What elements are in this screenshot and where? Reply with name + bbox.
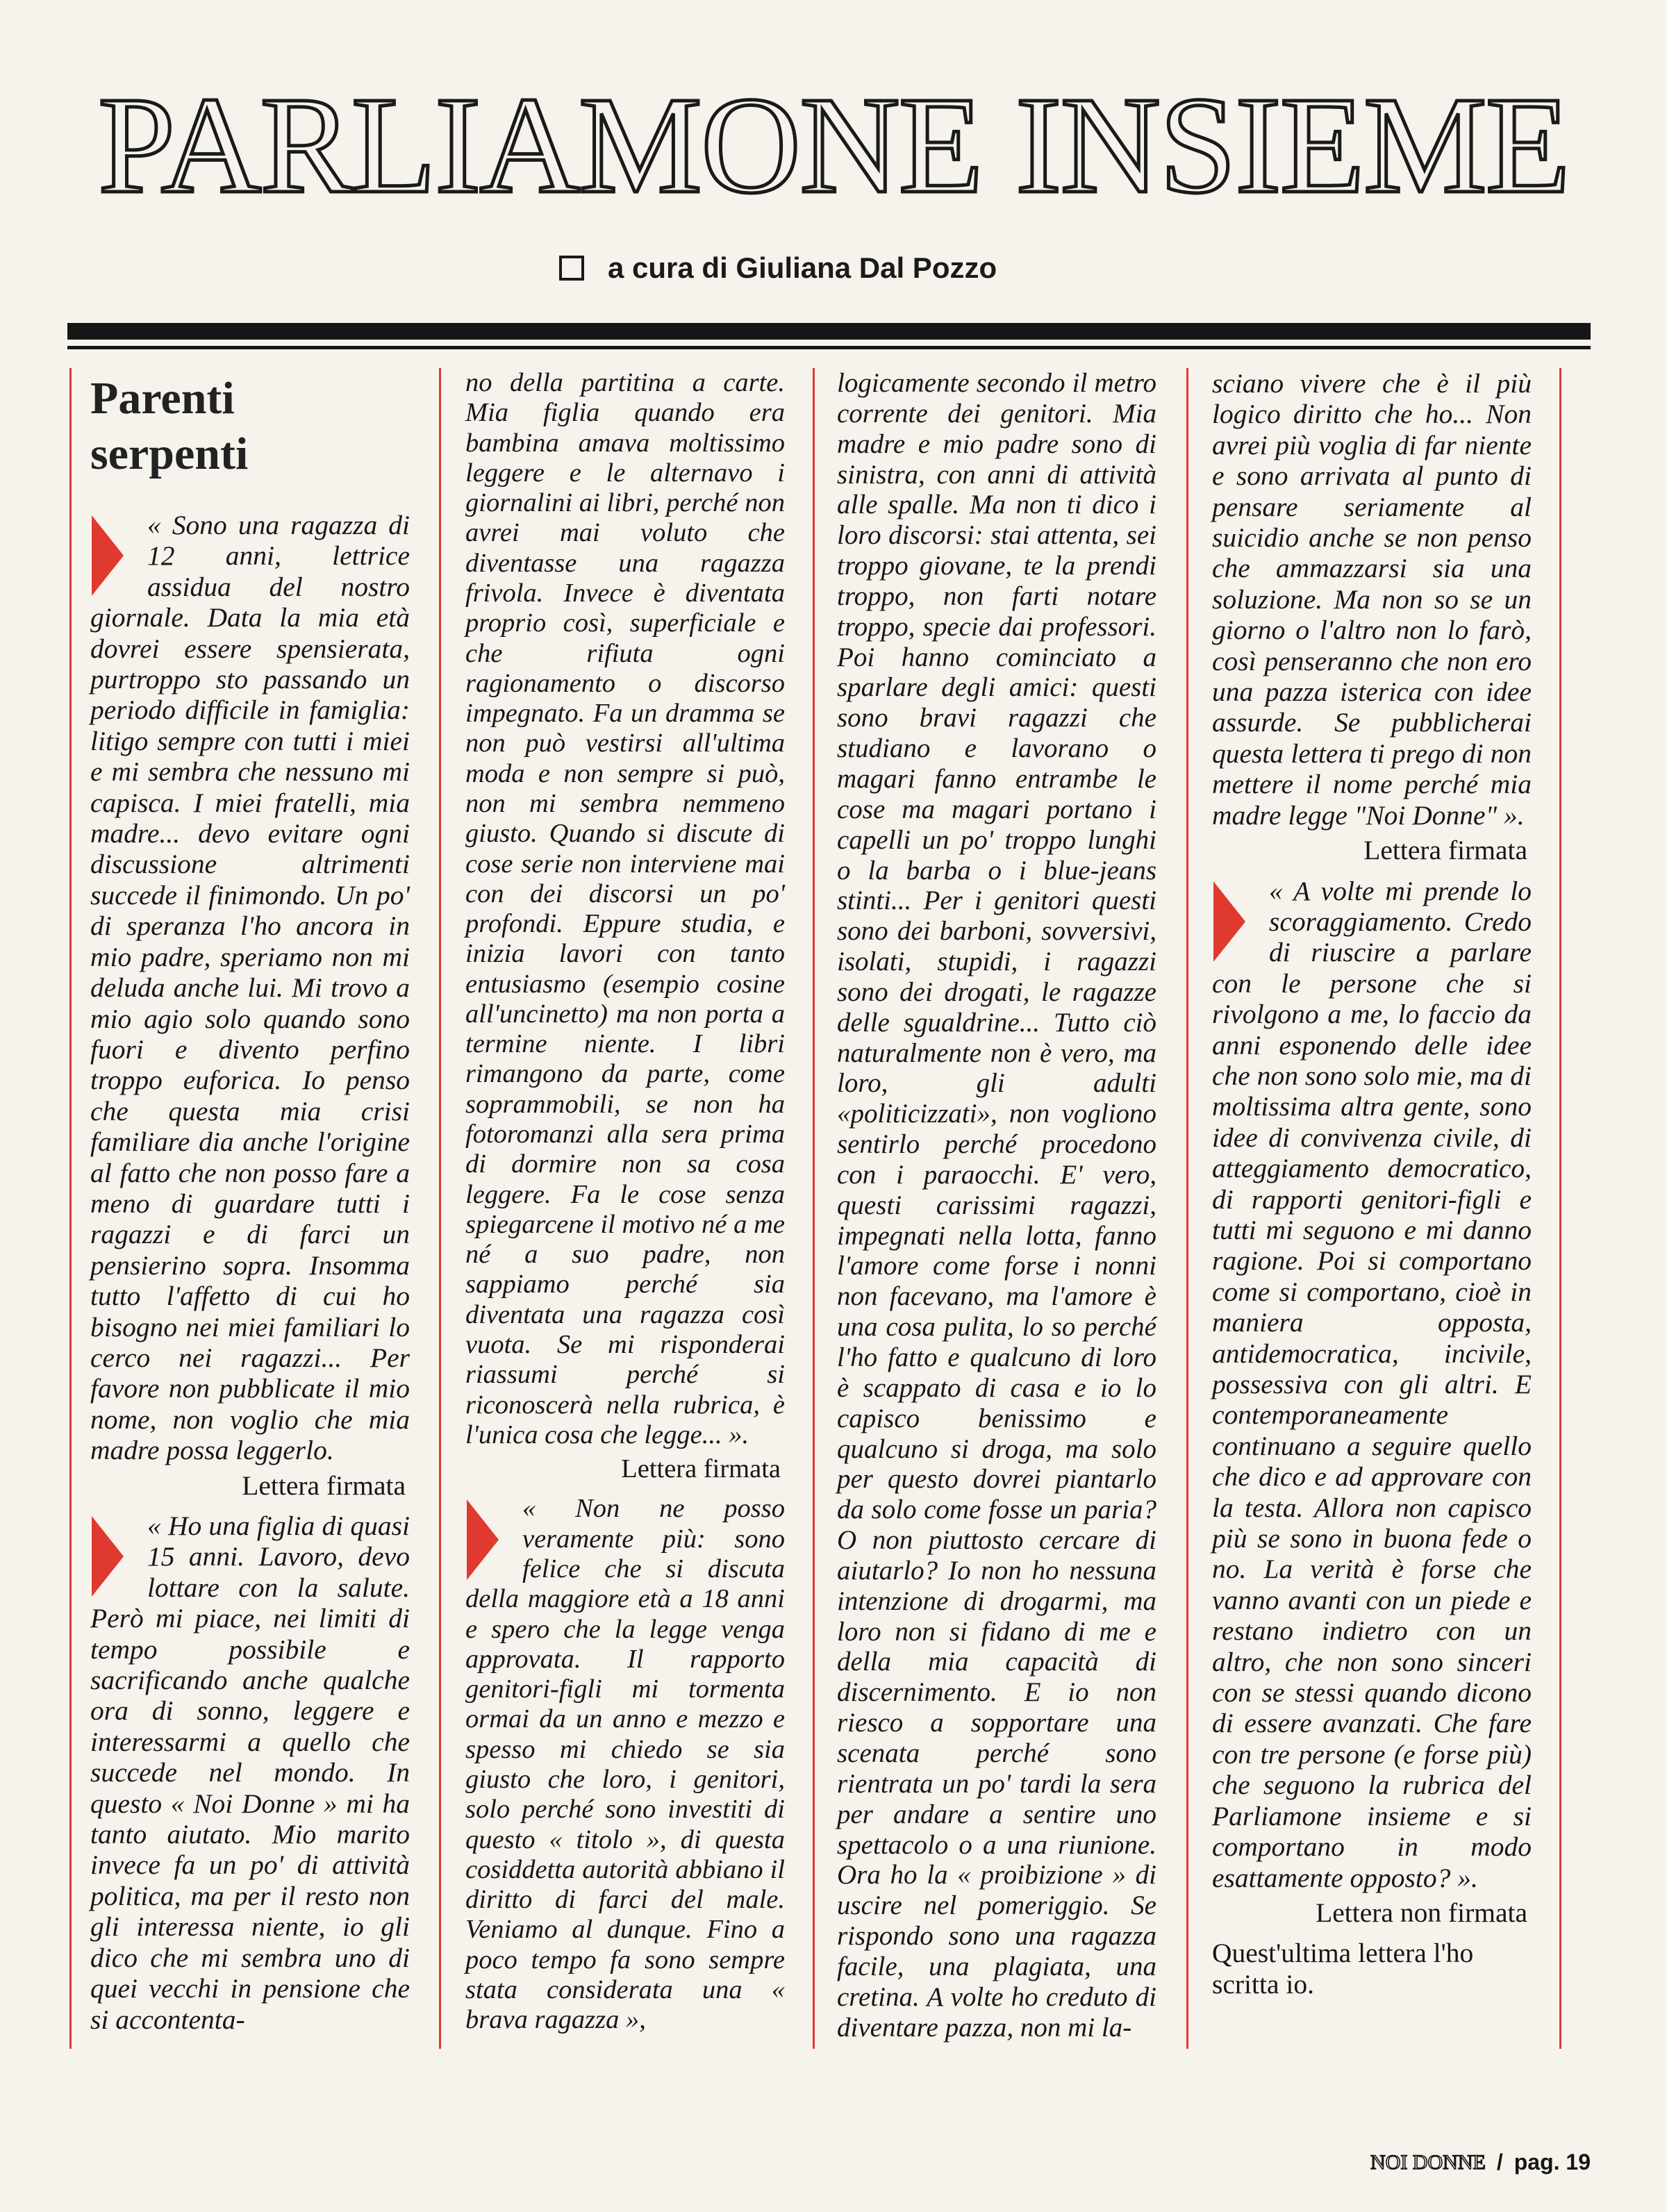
red-arrow-icon <box>92 1516 124 1597</box>
text-column-1 <box>90 368 410 2049</box>
column-divider <box>439 368 441 2049</box>
text-column-3 <box>837 368 1156 2049</box>
column-divider <box>1559 368 1561 2049</box>
red-arrow-icon <box>92 515 124 596</box>
column-divider <box>69 368 72 2049</box>
footer-separator: / <box>1496 2149 1503 2174</box>
header-rule-thick <box>67 323 1591 340</box>
byline-text: a cura di Giuliana Dal Pozzo <box>608 251 997 284</box>
red-arrow-icon <box>1213 881 1245 962</box>
letter-text: « A volte mi prende lo scoraggiamento. Credo di riuscire a parlare con le persone che si rivolgono a me, lo faccio da anni esponendo delle idee che non sono solo mie, ma di moltissima altra gente, sono idee di convivenza civile, di atteggiamento democratico, di rapporti genitori-figli e tutti mi seguono e mi danno ragione. Poi si comportano come si comportano, cioè in maniera opposta, antidemocratica, incivile, possessiva con gli altri. E contemporaneamente continuano a seguire quello che dico e ad approvare con la testa. Allora non capisco più se sono in buona fede o no. La verità è forse che vanno avanti con un piede e restano indietro con un altro, che non sono sinceri con se stessi quando dicono di essere avanzati. Che fare con tre persone (e forse più) che seguono la rubrica del Parliamone insieme e si comportano in modo esattamente opposto? ». <box>1212 875 1532 1893</box>
byline <box>559 251 997 285</box>
article-headline: Parenti serpenti <box>90 373 249 479</box>
closing-note: Quest'ultima lettera l'ho scritta io. <box>1212 1938 1474 1999</box>
letter-text: « Non ne posso veramente più: sono felice che si discuta della maggiore età a 18 anni e spero che la legge venga approvata. Il rapporto genitori-figli mi tormenta ormai da un anno e mezzo e spesso mi chiedo se sia giusto che loro, i genitori, solo perché sono investiti di questo « titolo », di questa cosiddetta autorità abbiano il diritto di farci del male. Veniamo al dunque. Fino a poco tempo fa sono sempre stata considerata una « brava ragazza », <box>465 1494 785 2035</box>
masthead <box>69 69 1598 222</box>
letter-text: no della partitina a carte. Mia figlia quando era bambina amava moltissimo leggere e le alternavo i giornalini ai libri, perché non avrei mai voluto che diventasse una ragazza frivola. Invece è diventata proprio così, superficiale e che rifiuta ogni ragionamento o discorso impegnato. Fa un dramma se non può vestirsi all'ultima moda e non sempre si può, non mi sembra nemmeno giusto. Quando si discute di cose serie non interviene mai con dei discorsi un po' profondi. Eppure studia, e inizia lavori con tanto entusiasmo (esempio cosine all'uncinetto) ma non porta a termine niente. I libri rimangono da parte, come soprammobili, se non ha fotoromanzi alla sera prima di dormire non sa cosa leggere. Fa le cose senza spiegarcene il motivo né a me né a suo padre, non sappiamo perché sia diventata una ragazza così vuota. Se mi risponderai riassumi perché si riconoscerà nella rubrica, è l'unica cosa che legge... ». <box>465 368 785 1449</box>
letter-text: logicamente secondo il metro corrente dei genitori. Mia madre e mio padre sono di sinistra, con anni di attività alle spalle. Ma non ti dico i loro discorsi: stai attenta, sei troppo giovane, te la prendi troppo, non farti notare troppo, specie dai professori. Poi hanno cominciato a sparlare degli amici: questi sono bravi ragazzi che studiano e lavorano o magari fanno entrambe le cose ma magari portano i capelli un po' troppo lunghi o la barba o i blue-jeans stinti... Per i genitori questi sono dei barboni, sovversivi, isolati, stupidi, i ragazzi sono dei drogati, le ragazze delle sgualdrine... Tutto ciò naturalmente non è vero, ma loro, gli adulti «politicizzati», non vogliono sentirlo perché procedono con i paraocchi. E' vero, questi carissimi ragazzi, impegnati nella lotta, fanno l'amore come forse i nonni non facevano, ma l'amore è una cosa pulita, lo so perché l'ho fatto e qualcuno di loro è scappato di casa e io lo capisco benissimo e qualcuno si droga, ma solo per questo dovrei piantarlo da solo come fosse un paria? O non piuttosto cercare di aiutarlo? Io non ho nessuna intenzione di drogarmi, ma loro non si fidano di me e della mia capacità di discernimento. E io non riesco a sopportare una scenata perché sono rientrata un po' tardi la sera per andare a sentire uno spettacolo o a una riunione. Ora ho la « proibizione » di uscire nel pomeriggio. Se rispondo sono una ragazza facile, una plagiata, una cretina. A volte ho creduto di diventare pazza, non mi la- <box>837 368 1156 2043</box>
letter-text: sciano vivere che è il più logico diritto che ho... Non avrei più voglia di far niente e sono arrivata al punto di pensare seriamente al suicidio anche se non penso che ammazzarsi sia una soluzione. Ma non so se un giorno o l'altro non lo farò, così penseranno che non ero una pazza isterica con idee assurde. Se pubblicherai questa lettera ti prego di non mettere il nome perché mia madre legge "Noi Donne" ». <box>1212 368 1532 831</box>
text-column-2 <box>465 368 785 2049</box>
column-divider <box>1186 368 1188 2049</box>
page-footer <box>1370 2149 1591 2175</box>
letter-signature: Lettera firmata <box>621 1454 781 1484</box>
letter-signature: Lettera firmata <box>1363 835 1527 866</box>
letter-text: « Sono una ragazza di 12 anni, lettrice assidua del nostro giornale. Data la mia età dovrei essere spensierata, purtroppo sto passando un periodo difficile in famiglia: litigo sempre con tutti i miei e mi sembra che nessuno mi capisca. I miei fratelli, mia madre... devo evitare ogni discussione altrimenti succede il finimondo. Un po' di speranza l'ho ancora in mio padre, speriamo non mi deluda anche lui. Mi trovo a mio agio solo quando sono fuori e divento perfino troppo euforica. Io penso che questa mia crisi familiare dia anche l'origine al fatto che non posso fare a meno di guardare tutti i ragazzi e di farci un pensierino sopra. Insomma tutto l'affetto di cui ho bisogno nei miei familiari lo cerco nei ragazzi... Per favore non pubblicate il mio nome, non voglio che mia madre possa leggerlo. <box>90 510 410 1466</box>
letter-signature: Lettera firmata <box>242 1470 406 1501</box>
publication-logo: NOI DONNE <box>1370 2150 1486 2174</box>
square-bullet-icon <box>559 256 584 281</box>
text-column-4 <box>1212 368 1532 2049</box>
header-rule-thin <box>67 346 1591 349</box>
letter-text: « Ho una figlia di quasi 15 anni. Lavoro, devo lottare con la salute. Però mi piace, nei limiti di tempo possibile e sacrificando anche qualche ora di sonno, leggere e interessarmi a quello che succede nel mondo. In questo « Noi Donne » mi ha tanto aiutato. Mio marito invece fa un po' di attività politica, ma per il resto non gli interessa niente, io gli dico che mi sembra uno di quei vecchi in pensione che si accontenta- <box>90 1511 410 2035</box>
red-arrow-icon <box>467 1499 499 1580</box>
page-number: pag. 19 <box>1513 2149 1591 2174</box>
column-title: PARLIAMONE INSIEME <box>98 69 1569 222</box>
letter-signature: Lettera non firmata <box>1316 1897 1527 1928</box>
column-divider <box>813 368 815 2049</box>
